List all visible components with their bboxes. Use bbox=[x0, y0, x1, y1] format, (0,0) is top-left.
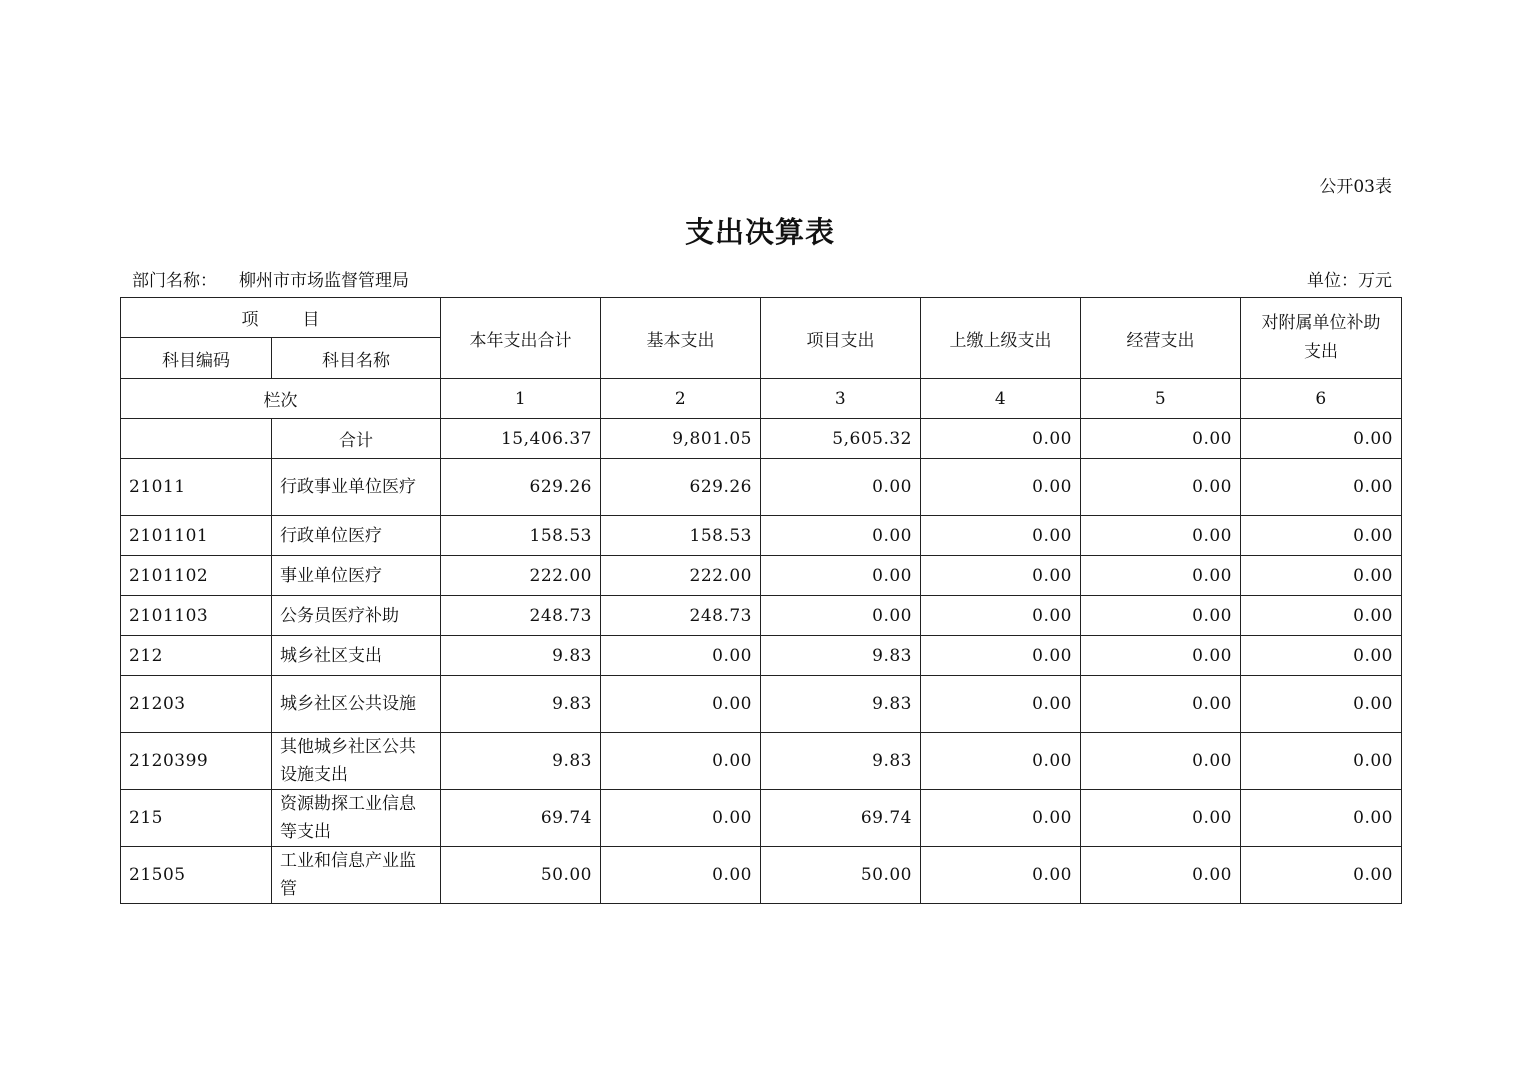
row-upper: 0.00 bbox=[921, 596, 1081, 636]
row-code: 21203 bbox=[121, 676, 272, 733]
row-upper: 0.00 bbox=[921, 676, 1081, 733]
row-project: 69.74 bbox=[761, 790, 921, 847]
row-basic: 248.73 bbox=[601, 596, 761, 636]
row-basic: 0.00 bbox=[601, 847, 761, 904]
row-name: 公务员医疗补助 bbox=[272, 596, 441, 636]
row-project: 0.00 bbox=[761, 459, 921, 516]
row-business: 0.00 bbox=[1081, 676, 1241, 733]
column-index-label: 栏次 bbox=[121, 379, 441, 419]
table-row bbox=[121, 459, 1402, 516]
row-upper: 0.00 bbox=[921, 847, 1081, 904]
row-code: 215 bbox=[121, 790, 272, 847]
row-business: 0.00 bbox=[1081, 636, 1241, 676]
row-name: 行政事业单位医疗 bbox=[272, 459, 441, 516]
column-index-6: 6 bbox=[1241, 379, 1402, 419]
row-subsidiary: 0.00 bbox=[1241, 790, 1402, 847]
summary-label: 合计 bbox=[272, 419, 441, 459]
row-code: 21505 bbox=[121, 847, 272, 904]
row-name: 城乡社区公共设施 bbox=[272, 676, 441, 733]
row-upper: 0.00 bbox=[921, 459, 1081, 516]
row-total: 9.83 bbox=[441, 636, 601, 676]
table-row bbox=[121, 596, 1402, 636]
row-total: 69.74 bbox=[441, 790, 601, 847]
column-index-1: 1 bbox=[441, 379, 601, 419]
header-item-left: 项 bbox=[241, 310, 259, 330]
row-code: 21011 bbox=[121, 459, 272, 516]
unit-label: 单位：万元 bbox=[1307, 271, 1392, 291]
row-upper: 0.00 bbox=[921, 556, 1081, 596]
row-upper: 0.00 bbox=[921, 790, 1081, 847]
table-row bbox=[121, 516, 1402, 556]
row-total: 50.00 bbox=[441, 847, 601, 904]
expenditure-table bbox=[120, 297, 1402, 904]
row-code: 2101103 bbox=[121, 596, 272, 636]
row-project: 9.83 bbox=[761, 676, 921, 733]
header-name: 科目名称 bbox=[272, 338, 441, 379]
summary-subsidiary: 0.00 bbox=[1241, 419, 1402, 459]
row-business: 0.00 bbox=[1081, 733, 1241, 790]
row-basic: 0.00 bbox=[601, 636, 761, 676]
row-code: 2101101 bbox=[121, 516, 272, 556]
row-business: 0.00 bbox=[1081, 596, 1241, 636]
row-name: 行政单位医疗 bbox=[272, 516, 441, 556]
row-project: 9.83 bbox=[761, 636, 921, 676]
row-subsidiary: 0.00 bbox=[1241, 556, 1402, 596]
row-total: 9.83 bbox=[441, 733, 601, 790]
column-index-3: 3 bbox=[761, 379, 921, 419]
column-index-4: 4 bbox=[921, 379, 1081, 419]
row-subsidiary: 0.00 bbox=[1241, 676, 1402, 733]
row-basic: 222.00 bbox=[601, 556, 761, 596]
column-index-2: 2 bbox=[601, 379, 761, 419]
row-code: 2101102 bbox=[121, 556, 272, 596]
row-business: 0.00 bbox=[1081, 556, 1241, 596]
row-basic: 158.53 bbox=[601, 516, 761, 556]
header-subsidiary: 对附属单位补助支出 bbox=[1241, 298, 1402, 379]
row-project: 9.83 bbox=[761, 733, 921, 790]
row-total: 9.83 bbox=[441, 676, 601, 733]
row-project: 0.00 bbox=[761, 556, 921, 596]
table-row bbox=[121, 636, 1402, 676]
header-business: 经营支出 bbox=[1081, 298, 1241, 379]
header-item-right: 目 bbox=[302, 310, 320, 330]
header-basic: 基本支出 bbox=[601, 298, 761, 379]
summary-upper: 0.00 bbox=[921, 419, 1081, 459]
table-row bbox=[121, 790, 1402, 847]
row-upper: 0.00 bbox=[921, 733, 1081, 790]
column-index-row bbox=[121, 379, 1402, 419]
row-business: 0.00 bbox=[1081, 459, 1241, 516]
row-name: 城乡社区支出 bbox=[272, 636, 441, 676]
row-name: 事业单位医疗 bbox=[272, 556, 441, 596]
row-business: 0.00 bbox=[1081, 790, 1241, 847]
row-business: 0.00 bbox=[1081, 847, 1241, 904]
table-row bbox=[121, 733, 1402, 790]
table-row bbox=[121, 676, 1402, 733]
row-project: 0.00 bbox=[761, 596, 921, 636]
row-total: 222.00 bbox=[441, 556, 601, 596]
row-code: 212 bbox=[121, 636, 272, 676]
row-name: 其他城乡社区公共设施支出 bbox=[272, 733, 441, 790]
summary-business: 0.00 bbox=[1081, 419, 1241, 459]
table-row bbox=[121, 556, 1402, 596]
summary-code-cell bbox=[121, 419, 272, 459]
table-row bbox=[121, 847, 1402, 904]
page-title: 支出决算表 bbox=[684, 215, 835, 249]
department-info bbox=[132, 266, 409, 291]
row-subsidiary: 0.00 bbox=[1241, 459, 1402, 516]
row-basic: 0.00 bbox=[601, 733, 761, 790]
row-business: 0.00 bbox=[1081, 516, 1241, 556]
row-total: 248.73 bbox=[441, 596, 601, 636]
row-subsidiary: 0.00 bbox=[1241, 516, 1402, 556]
summary-basic: 9,801.05 bbox=[601, 419, 761, 459]
row-basic: 629.26 bbox=[601, 459, 761, 516]
form-code: 公开03表 bbox=[1319, 177, 1392, 197]
row-code: 2120399 bbox=[121, 733, 272, 790]
summary-row bbox=[121, 419, 1402, 459]
header-item bbox=[121, 298, 441, 338]
column-index-5: 5 bbox=[1081, 379, 1241, 419]
header-upper: 上缴上级支出 bbox=[921, 298, 1081, 379]
row-subsidiary: 0.00 bbox=[1241, 847, 1402, 904]
header-project: 项目支出 bbox=[761, 298, 921, 379]
row-total: 629.26 bbox=[441, 459, 601, 516]
department-label: 部门名称： bbox=[132, 271, 217, 291]
header-row-1 bbox=[121, 298, 1402, 338]
row-total: 158.53 bbox=[441, 516, 601, 556]
summary-total: 15,406.37 bbox=[441, 419, 601, 459]
row-project: 50.00 bbox=[761, 847, 921, 904]
row-subsidiary: 0.00 bbox=[1241, 733, 1402, 790]
row-name: 资源勘探工业信息等支出 bbox=[272, 790, 441, 847]
row-subsidiary: 0.00 bbox=[1241, 636, 1402, 676]
row-upper: 0.00 bbox=[921, 516, 1081, 556]
row-subsidiary: 0.00 bbox=[1241, 596, 1402, 636]
row-name: 工业和信息产业监管 bbox=[272, 847, 441, 904]
row-basic: 0.00 bbox=[601, 676, 761, 733]
row-basic: 0.00 bbox=[601, 790, 761, 847]
row-upper: 0.00 bbox=[921, 636, 1081, 676]
header-code: 科目编码 bbox=[121, 338, 272, 379]
row-project: 0.00 bbox=[761, 516, 921, 556]
header-total: 本年支出合计 bbox=[441, 298, 601, 379]
summary-project: 5,605.32 bbox=[761, 419, 921, 459]
department-name: 柳州市市场监督管理局 bbox=[239, 271, 409, 291]
